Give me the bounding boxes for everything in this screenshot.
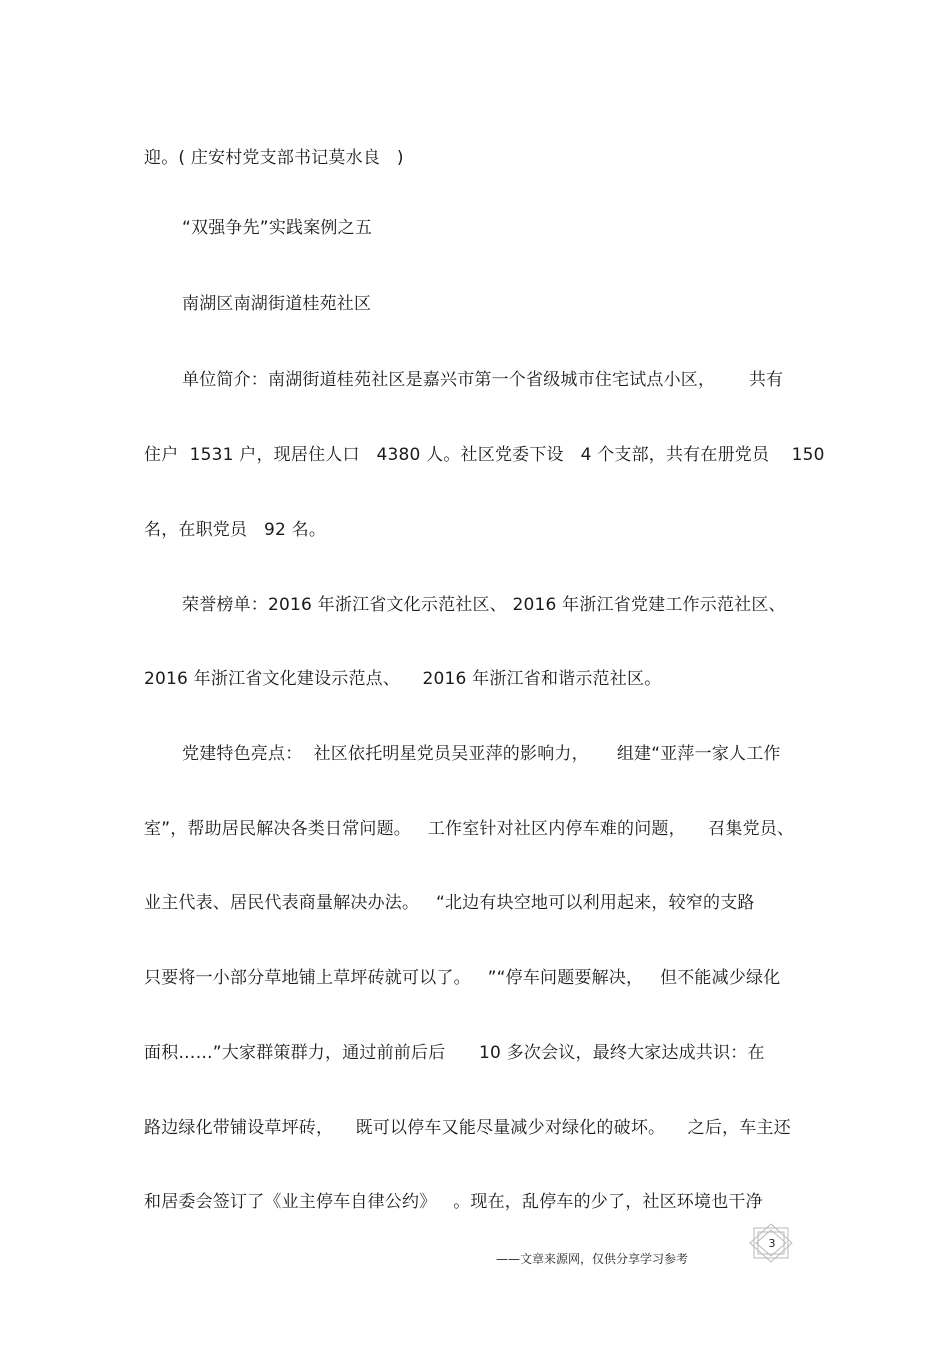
text-line: 单位简介：南湖街道桂苑社区是嘉兴市第一个省级城市住宅试点小区， 共有	[182, 370, 784, 390]
page-number: 3	[768, 1237, 776, 1250]
text-line: 荣誉榜单：2016 年浙江省文化示范社区、 2016 年浙江省党建工作示范社区、	[182, 595, 786, 615]
text-line: 住户 1531 户，现居住人口 4380 人。社区党委下设 4 个支部，共有在册党员 150	[144, 445, 825, 465]
text-line: 只要将一小部分草地铺上草坪砖就可以了。 ”“停车问题要解决， 但不能减少绿化	[144, 968, 781, 988]
text-line: 2016 年浙江省文化建设示范点、 2016 年浙江省和谐示范社区。	[144, 669, 662, 689]
page-number-badge	[748, 1222, 796, 1270]
case-heading: “双强争先”实践案例之五	[182, 218, 373, 238]
text-line: 迎。( 庄安村党支部书记莫水良 )	[144, 148, 404, 168]
text-line: 室”，帮助居民解决各类日常问题。 工作室针对社区内停车难的问题， 召集党员、	[144, 819, 795, 839]
text-line: 党建特色亮点： 社区依托明星党员吴亚萍的影响力， 组建“亚萍一家人工作	[182, 744, 781, 764]
unit-name: 南湖区南湖街道桂苑社区	[182, 294, 372, 314]
text-line: 名，在职党员 92 名。	[144, 520, 327, 540]
text-line: 业主代表、居民代表商量解决办法。 “北边有块空地可以利用起来，较窄的支路	[144, 893, 755, 913]
text-line: 和居委会签订了《业主停车自律公约》 。现在，乱停车的少了，社区环境也干净	[144, 1192, 763, 1212]
text-line: 面积……”大家群策群力，通过前前后后 10 多次会议，最终大家达成共识：在	[144, 1043, 765, 1063]
footer-source-note: ——文章来源网，仅供分享学习参考	[496, 1252, 689, 1266]
text-line: 路边绿化带铺设草坪砖， 既可以停车又能尽量减少对绿化的破坏。 之后，车主还	[144, 1118, 791, 1138]
